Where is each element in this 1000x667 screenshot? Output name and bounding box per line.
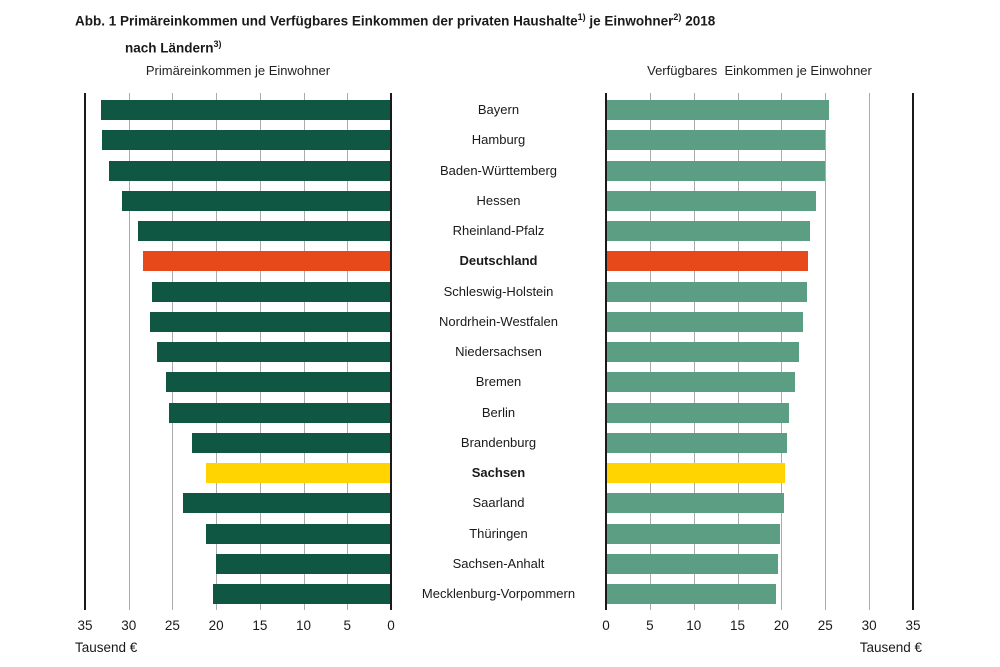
left-tick-label-30: 30 bbox=[121, 618, 137, 633]
left-tick-label-35: 35 bbox=[77, 618, 93, 633]
bar-right-bremen bbox=[607, 372, 795, 392]
title-text-mid: je Einwohner bbox=[585, 13, 674, 29]
right-axis-unit-label: Tausend € bbox=[859, 640, 922, 655]
bar-left-sachsen-anhalt bbox=[216, 554, 390, 574]
bar-right-saarland bbox=[607, 493, 784, 513]
category-label-niedersachsen: Niedersachsen bbox=[455, 344, 542, 359]
left-tick-label-25: 25 bbox=[164, 618, 180, 633]
right-tick-label-5: 5 bbox=[646, 618, 654, 633]
left-tick-label-10: 10 bbox=[296, 618, 312, 633]
category-label-hessen: Hessen bbox=[476, 192, 521, 208]
bar-right-rheinland-pfalz bbox=[607, 221, 810, 241]
category-label-brandenburg: Brandenburg bbox=[460, 434, 537, 450]
bar-left-deutschland bbox=[143, 251, 390, 271]
bar-right-hessen bbox=[607, 191, 816, 211]
left-tick-label-15: 15 bbox=[252, 618, 268, 633]
category-label-rheinland-pfalz: Rheinland-Pfalz bbox=[452, 223, 545, 238]
title-line-2 bbox=[125, 33, 715, 60]
category-label-saarland: Saarland bbox=[472, 495, 525, 511]
right-tick-label-0: 0 bbox=[602, 618, 610, 633]
bar-left-schleswig-holstein bbox=[152, 282, 390, 302]
footnote-marker-2: 2) bbox=[673, 12, 682, 22]
bar-right-berlin bbox=[607, 403, 789, 423]
bar-left-rheinland-pfalz bbox=[138, 221, 390, 241]
figure-title bbox=[75, 6, 715, 59]
left-tick-label-0: 0 bbox=[387, 618, 395, 633]
left-panel-header: Primäreinkommen je Einwohner bbox=[145, 63, 331, 78]
bar-left-niedersachsen bbox=[157, 342, 390, 362]
bar-left-hessen bbox=[122, 191, 390, 211]
gridline-30 bbox=[869, 93, 870, 610]
title-year: 2018 bbox=[681, 13, 716, 29]
bar-left-berlin bbox=[169, 403, 390, 423]
bar-right-brandenburg bbox=[607, 433, 787, 453]
bar-left-baden-w-rttemberg bbox=[109, 161, 390, 181]
left-tick-label-5: 5 bbox=[343, 618, 352, 633]
right-tick-label-30: 30 bbox=[861, 618, 877, 633]
footnote-marker-3: 3) bbox=[213, 38, 222, 49]
right-panel-header: Verfügbares Einkommen je Einwohner bbox=[647, 63, 872, 78]
bar-right-sachsen-anhalt bbox=[607, 554, 778, 574]
bar-left-bremen bbox=[166, 372, 390, 392]
bar-left-saarland bbox=[183, 493, 390, 513]
bar-right-sachsen bbox=[607, 463, 785, 483]
category-label-baden-w-rttemberg: Baden-Württemberg bbox=[439, 162, 558, 178]
left-axis-unit-label: Tausend € bbox=[75, 640, 138, 655]
bar-right-mecklenburg-vorpommern bbox=[607, 584, 776, 604]
axis-border-line bbox=[912, 93, 914, 610]
bar-left-brandenburg bbox=[192, 433, 390, 453]
category-label-schleswig-holstein: Schleswig-Holstein bbox=[443, 283, 554, 299]
title-line2-text: nach Ländern bbox=[125, 40, 214, 55]
bar-right-hamburg bbox=[607, 130, 825, 150]
bar-right-schleswig-holstein bbox=[607, 282, 807, 302]
right-tick-label-35: 35 bbox=[905, 618, 921, 633]
footnote-marker-1: 1) bbox=[577, 12, 586, 22]
category-label-hamburg: Hamburg bbox=[471, 132, 526, 148]
axis-border-line bbox=[84, 93, 86, 610]
category-label-mecklenburg-vorpommern: Mecklenburg-Vorpommern bbox=[421, 586, 576, 601]
right-tick-label-15: 15 bbox=[730, 618, 746, 633]
right-tick-label-20: 20 bbox=[773, 618, 789, 633]
bar-right-niedersachsen bbox=[607, 342, 799, 362]
gridline-25 bbox=[825, 93, 826, 610]
bar-left-sachsen bbox=[206, 463, 390, 483]
category-label-berlin: Berlin bbox=[481, 404, 516, 420]
category-label-sachsen: Sachsen bbox=[471, 465, 526, 480]
category-label-bayern: Bayern bbox=[477, 102, 520, 117]
category-label-th-ringen: Thüringen bbox=[469, 525, 528, 541]
bar-left-bayern bbox=[101, 100, 390, 120]
right-tick-label-10: 10 bbox=[686, 618, 702, 633]
category-label-nordrhein-westfalen: Nordrhein-Westfalen bbox=[439, 313, 558, 329]
bar-right-deutschland bbox=[607, 251, 808, 271]
bar-left-hamburg bbox=[102, 130, 390, 150]
bar-right-th-ringen bbox=[607, 524, 780, 544]
bar-right-baden-w-rttemberg bbox=[607, 161, 825, 181]
bar-left-th-ringen bbox=[206, 524, 390, 544]
bar-left-nordrhein-westfalen bbox=[150, 312, 390, 332]
bar-right-nordrhein-westfalen bbox=[607, 312, 803, 332]
bar-left-mecklenburg-vorpommern bbox=[213, 584, 390, 604]
title-text: Abb. 1 Primäreinkommen und Verfügbares Einkommen der privaten Haushalte bbox=[75, 13, 578, 29]
left-tick-label-20: 20 bbox=[208, 618, 224, 633]
category-label-deutschland: Deutschland bbox=[459, 253, 538, 269]
category-label-sachsen-anhalt: Sachsen-Anhalt bbox=[452, 555, 545, 571]
category-label-bremen: Bremen bbox=[475, 374, 522, 390]
bar-right-bayern bbox=[607, 100, 829, 120]
right-tick-label-25: 25 bbox=[817, 618, 833, 633]
